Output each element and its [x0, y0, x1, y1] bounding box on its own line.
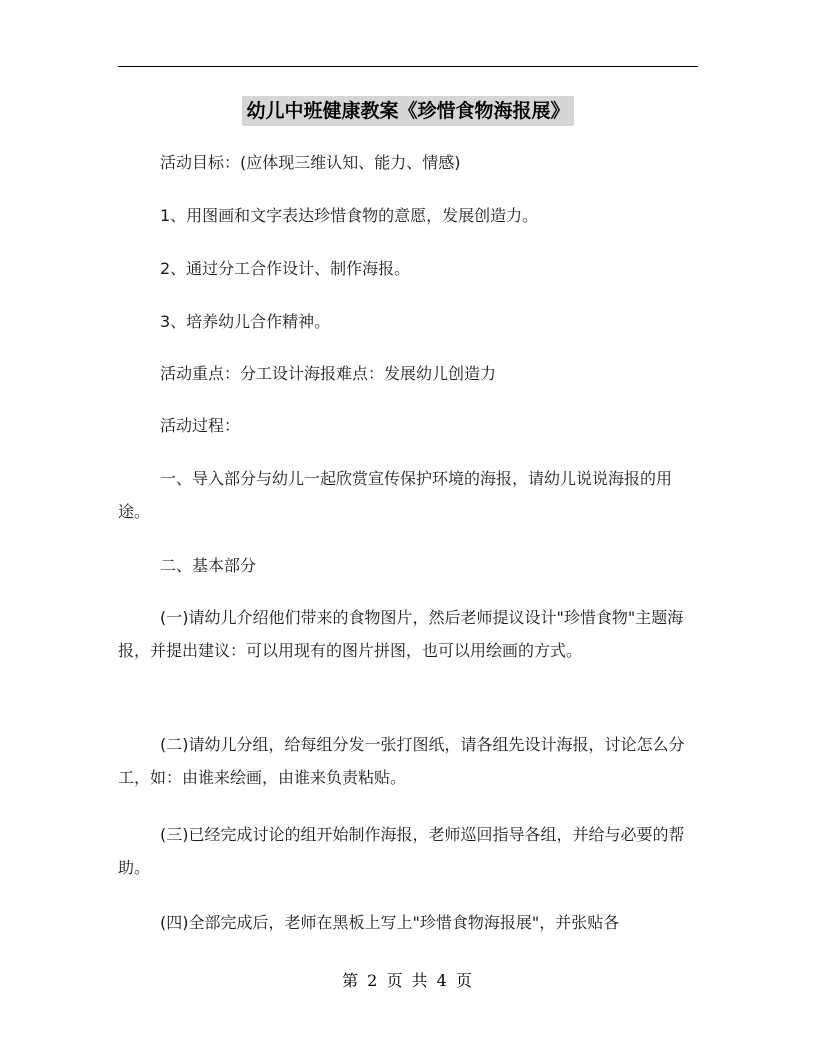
paragraph-process: 活动过程： [160, 416, 241, 435]
paragraph-step-3: (三)已经完成讨论的组开始制作海报，老师巡回指导各组，并给与必要的帮助。 [118, 825, 685, 877]
paragraph-goal-3: 3、培养幼儿合作精神。 [160, 312, 331, 331]
paragraph-step-2: (二)请幼儿分组，给每组分发一张打图纸，请各组先设计海报，讨论怎么分工，如：由谁来绘画，由谁来负责粘贴。 [118, 735, 685, 787]
paragraph-goals: 活动目标：(应体现三维认知、能力、情感) [160, 153, 461, 172]
paragraph-intro: 一、导入部分与幼儿一起欣赏宣传保护环境的海报，请幼儿说说海报的用途。 [118, 469, 673, 521]
page-number: 第 2 页 共 4 页 [342, 971, 474, 990]
paragraph-step-1: (一)请幼儿介绍他们带来的食物图片，然后老师提议设计"珍惜食物"主题海报，并提出建议：可以用现有的图片拼图，也可以用绘画的方式。 [118, 608, 684, 660]
header-rule [118, 66, 698, 67]
paragraph-goal-2: 2、通过分工合作设计、制作海报。 [160, 259, 411, 278]
paragraph-basic: 二、基本部分 [160, 556, 257, 575]
paragraph-key-points: 活动重点：分工设计海报难点：发展幼儿创造力 [160, 364, 497, 383]
paragraph-step-4: (四)全部完成后，老师在黑板上写上"珍惜食物海报展"，并张贴各 [160, 913, 620, 932]
document-title: 幼儿中班健康教案《珍惜食物海报展》 [242, 96, 573, 126]
paragraph-goal-1: 1、用图画和文字表达珍惜食物的意愿，发展创造力。 [160, 206, 539, 225]
title-container [0, 96, 816, 126]
